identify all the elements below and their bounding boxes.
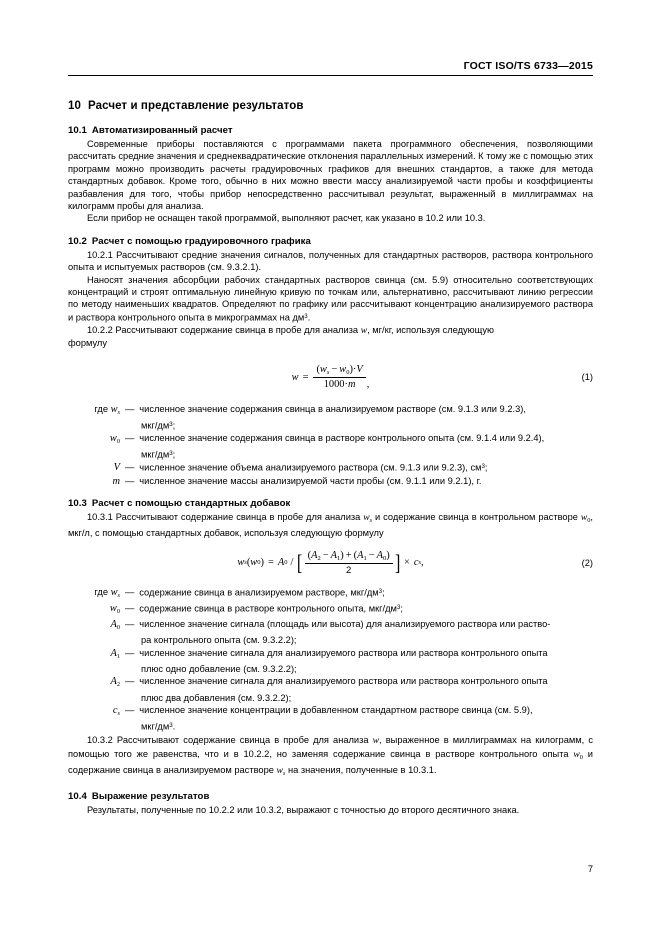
formula-2-number: (2) [581, 557, 593, 568]
definition-continuation: плюс одно добавление (см. 9.3.2.2); [141, 664, 297, 675]
subsection-number-10-2: 10.2 [68, 235, 87, 247]
definition-dash: — [125, 647, 135, 658]
formula-1-equals: = [302, 371, 309, 383]
definition-lead [68, 704, 120, 720]
paragraph-10-1-1: Современные приборы поставляются с программами пакета программного обеспечения, позволяющими рассчитать средние значения и среднеквадратические отклонения параллельных измерений. К тому же с помощью этих программ можно производить расчеты градуировочных графиков для внешних стандартов, а также для метода стандартных добавок. Кроме того, обычно в них можно ввести массу анализируемой части пробы и коэффициенты разбавления для того, чтобы прибор непосредственно рассчитывал результат, выраженный в миллиграммах на килограмм пробы для анализа. [68, 139, 593, 212]
num-w-0: w [339, 363, 347, 375]
definition-symbol: w [110, 403, 118, 415]
formula-2-numerator [305, 550, 393, 564]
definition-lead [68, 461, 120, 474]
definition-lead [68, 647, 120, 663]
page-content [68, 100, 593, 816]
page-header [68, 60, 593, 100]
definition-symbol-sub: 0 [116, 437, 120, 445]
standard-title: ГОСТ ISO/TS 6733—2015 [463, 60, 593, 72]
subsection-heading-10-3 [68, 498, 593, 509]
num-a2: A [311, 549, 318, 561]
definition-text: численное значение сигнала для анализируемого раствора или раствора контрольного опыта [139, 647, 548, 658]
definition-continuation: мкг/$дм^3$; [141, 420, 176, 431]
definition-text: численное значение концентрации в добавленном стандартном растворе свинца (см. 5.9), [139, 705, 533, 716]
formula-2-fraction [305, 550, 393, 576]
definition-lead [68, 675, 120, 691]
formula-2-lhs-w-sub: s [244, 559, 247, 567]
definition-item [68, 403, 593, 419]
definition-continuation: мкг/$дм^3$. [141, 721, 176, 732]
definition-lead-prefix: где [94, 403, 108, 414]
definition-lead [68, 586, 120, 602]
definition-item [68, 461, 593, 474]
definition-text: численное значение сигнала (площадь или высота) для анализируемого раствора или раство- [139, 619, 551, 630]
definition-text: численное значение содержания свинца в растворе контрольного опыта (см. 9.1.4 или 9.2.4), [139, 433, 545, 444]
definition-symbol: c [112, 705, 118, 717]
definition-continuation: ра контрольного опыта (см. 9.3.2.2); [141, 635, 297, 646]
definition-item [68, 647, 593, 663]
num-w-s-sub: s [326, 368, 330, 376]
definition-text: численное значение сигнала для анализируемого раствора или раствора контрольного опыта [139, 676, 548, 687]
formula-2 [68, 550, 593, 576]
formula-2-times: × [404, 557, 410, 569]
subsection-title-10-1: Автоматизированный расчет [91, 125, 233, 136]
definition-item [68, 618, 593, 634]
den-dot: · [344, 378, 348, 390]
page-number: 7 [587, 864, 593, 874]
formula-1-fraction [313, 364, 365, 391]
formula-1-number: (1) [581, 372, 593, 383]
paragraph-10-4: Результаты, полученные по 10.2.2 или 10.3.2, выражают с точностью до второго десятичного знака. [87, 804, 520, 815]
definition-text: численное значение массы анализируемой части пробы (см. 9.1.1 или 9.2.1), г. [139, 475, 482, 486]
bracket-open: [ [297, 549, 303, 575]
definition-text: содержание свинца в анализируемом растворе, мкг/$дм^3$; [139, 587, 385, 598]
paragraph-10-2-2-intro: 10.2.2 Рассчитывают содержание свинца в пробе для анализа w, мг/кг, используя следующую [87, 324, 495, 336]
den-m: m [347, 378, 356, 390]
formula-1-comma: , [366, 378, 370, 390]
paragraph-10-2-1: 10.2.1 Рассчитывают средние значения сигналов, полученных для стандартных растворов, раствора контрольного опыта и испытуемых растворов (см. 9.3.2.1). [68, 249, 593, 273]
formula-2-lhs-w0-sub: 0 [257, 559, 261, 567]
paragraph-10-3-2: 10.3.2 Рассчитывают содержание свинца в пробе для анализа w, выраженное в миллиграммах на килограмм, с помощью того же равенства, что и в 10.2.2, но заменяя содержание свинца в растворе контрольного опыта $w_0$ и содержание свинца в анализируемом растворе $w_s$ на значения, полученные в 10.3.1. [68, 735, 593, 777]
formula-2-block [68, 550, 593, 576]
num-w-s: w [319, 363, 327, 375]
subsection-title-10-3: Расчет с помощью стандартных добавок [91, 498, 291, 510]
definition-item [68, 586, 593, 602]
definition-symbol: V [113, 462, 120, 474]
definition-symbol: w [109, 603, 117, 615]
num-a0-sub: 0 [382, 554, 387, 562]
formula-1-numerator [313, 364, 365, 378]
definition-continuation: плюс два добавления (см. 9.3.2.2); [141, 692, 292, 703]
subsection-heading-10-1 [68, 125, 593, 136]
definition-symbol: A [110, 647, 117, 659]
formula-2-paren-close: ) [260, 557, 264, 569]
definition-symbol: A [110, 676, 117, 688]
num-minus-2: − [368, 549, 375, 561]
subsection-heading-10-2 [68, 236, 593, 247]
subsection-number-10-3: 10.3 [68, 498, 87, 510]
g2-close: ) [386, 549, 390, 561]
num-a1-sub: 1 [337, 554, 341, 562]
definition-item [68, 675, 593, 691]
definition-lead [68, 475, 120, 488]
definition-symbol-sub: 1 [116, 652, 120, 660]
formula-1 [68, 364, 593, 391]
num-a1b: A [357, 549, 364, 561]
section-heading-10 [68, 100, 593, 112]
num-a2-sub: 2 [317, 554, 321, 562]
formula-2-lhs-w0: w [250, 557, 258, 569]
definition-item [68, 704, 593, 720]
paragraph-10-1-2: Если прибор не оснащен такой программой, выполняют расчет, как указано в 10.2 или 10.3. [87, 213, 486, 224]
formula-2-a0-sub: 0 [284, 559, 288, 567]
definition-item [68, 602, 593, 618]
definition-dash: — [125, 603, 135, 614]
definition-symbol-sub: 0 [116, 607, 120, 615]
definition-lead [68, 602, 120, 618]
definition-dash: — [125, 619, 135, 630]
definition-lead [68, 403, 120, 419]
g2-open: ( [353, 549, 358, 561]
definition-lead [68, 432, 120, 448]
definition-dash: — [125, 462, 135, 473]
paren-close: )· [349, 363, 357, 375]
formula-2-equals: = [267, 557, 274, 569]
definition-text: численное значение объема анализируемого раствора (см. 9.1.3 или 9.2.3), $см^3$; [139, 462, 488, 473]
definition-continuation: мкг/$дм^3$; [141, 449, 176, 460]
definition-symbol-sub: s [117, 709, 120, 717]
num-v: V [356, 363, 363, 375]
den-const: 1000 [323, 378, 345, 390]
num-minus: − [331, 363, 338, 375]
paragraph-10-2-graph: Наносят значения абсорбции рабочих стандартных растворов свинца (см. 5.9) относительно соответствующих концентраций и строят оптимальную линейную кривую по точкам или, альтернативно, рассчитывают линию регрессии по методу наименьших квадратов. Определяют по графику или рассчитывают концентрацию анализируемого раствора и раствора контрольного опыта в микрограммах на $дм^3$. [68, 274, 593, 323]
g1-close: ) [340, 549, 344, 561]
definition-dash: — [125, 705, 135, 716]
header-rule [68, 75, 593, 76]
definition-symbol-sub: s [117, 408, 120, 416]
subsection-number-10-1: 10.1 [68, 125, 87, 136]
formula-2-paren-open: ( [246, 557, 251, 569]
formula-1-lhs: w [291, 371, 299, 383]
bracket-close: ] [394, 549, 401, 575]
num-minus-1: − [322, 549, 329, 561]
section-title: Расчет и представление результатов [88, 100, 304, 112]
subsection-heading-10-4 [68, 791, 593, 802]
subsection-title-10-4: Выражение результатов [91, 790, 210, 802]
num-w-0-sub: 0 [346, 368, 350, 376]
formula-1-denominator [321, 378, 359, 391]
definition-symbol: w [109, 433, 117, 445]
formula-1-block [68, 364, 593, 391]
definition-dash: — [125, 433, 135, 444]
definition-list-formula-2 [68, 586, 593, 733]
subsection-title-10-2: Расчет с помощью градуировочного графика [91, 235, 311, 247]
definition-text: численное значение содержания свинца в анализируемом растворе (см. 9.1.3 или 9.2.3), [139, 403, 526, 414]
definition-item [68, 475, 593, 488]
formula-2-lhs-w: w [237, 557, 245, 569]
definition-symbol: w [110, 586, 118, 598]
formula-2-cs-sub: s [418, 559, 422, 567]
formula-2-a0: A [277, 557, 285, 569]
definition-symbol: m [112, 475, 120, 487]
paragraph-10-3-1: 10.3.1 Рассчитывают содержание свинца в пробе для анализа $w_s$ и содержание свинца в контрольном растворе $w_0$, мкг/л, с помощью стандартных добавок, используя следующую формулу [68, 512, 593, 539]
definition-text: содержание свинца в растворе контрольного опыта, мкг/$дм^3$; [139, 603, 403, 614]
definition-lead [68, 618, 120, 634]
definition-dash: — [125, 676, 135, 687]
definition-symbol: A [110, 619, 117, 631]
formula-2-slash: / [290, 557, 294, 569]
definition-symbol-sub: s [117, 591, 120, 599]
definition-lead-prefix: где [94, 586, 108, 597]
subsection-number-10-4: 10.4 [68, 790, 87, 802]
num-plus: + [345, 549, 352, 561]
definition-dash: — [125, 403, 135, 414]
definition-dash: — [125, 586, 135, 597]
g1-open: ( [307, 549, 312, 561]
num-a0: A [376, 549, 383, 561]
definition-dash: — [125, 475, 135, 486]
paren-open: ( [316, 363, 320, 375]
formula-2-denominator: 2 [346, 564, 352, 576]
formula-2-comma: , [421, 557, 424, 569]
section-number: 10 [68, 100, 81, 112]
definition-symbol-sub: 0 [116, 624, 120, 632]
paragraph-10-2-2-intro-cont: формулу [68, 338, 108, 349]
definition-item [68, 432, 593, 448]
num-a1b-sub: 1 [363, 554, 367, 562]
formula-2-cs: c [413, 557, 419, 569]
definition-symbol-sub: 2 [116, 681, 120, 689]
num-a1: A [330, 549, 337, 561]
definition-list-formula-1 [68, 403, 593, 488]
